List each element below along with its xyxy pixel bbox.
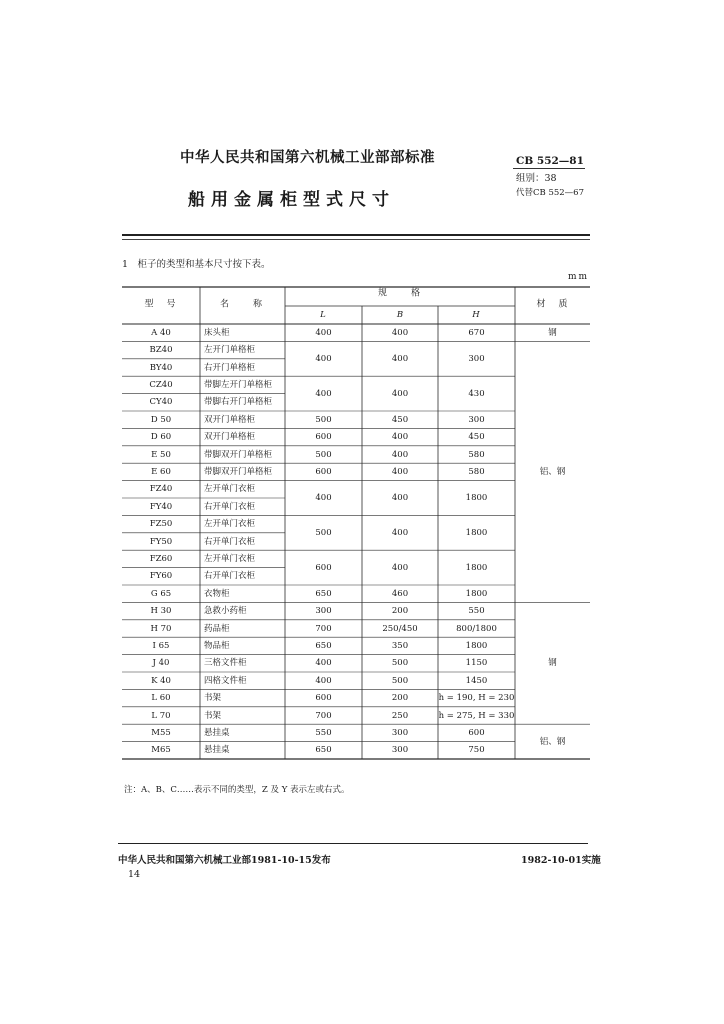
dim-l: 500 [315, 414, 332, 425]
dim-l: 700 [315, 710, 332, 721]
page-number: 14 [128, 869, 141, 880]
dim-b: 400 [391, 449, 409, 460]
dim-h: 1800 [465, 562, 488, 573]
row-name: 双开门单格柜 [204, 414, 256, 425]
dim-l: 550 [315, 727, 332, 738]
dim-h: h = 190, H = 230 [438, 692, 515, 703]
document-title: 船用金属柜型式尺寸 [188, 190, 395, 210]
material: 钢 [548, 327, 557, 338]
row-code: D 50 [150, 414, 172, 425]
dim-b: 400 [391, 431, 409, 442]
dim-h: 1800 [465, 492, 488, 503]
dim-l: 400 [315, 388, 332, 399]
standard-code: CB 552—81 [516, 155, 584, 167]
dim-h: 550 [468, 605, 485, 616]
dim-l: 400 [315, 658, 332, 669]
dim-h: h = 275, H = 330 [438, 710, 515, 721]
dim-b: 400 [391, 327, 409, 338]
header-spec: 规 格 [377, 288, 423, 299]
dim-h: 1150 [465, 658, 488, 669]
dim-h: 300 [468, 353, 485, 364]
dim-h: 1450 [465, 675, 488, 686]
material: 铝、钢 [539, 736, 566, 747]
publisher-line: 中华人民共和国第六机械工业部1981-10-15发布 [118, 855, 331, 866]
row-code: J 40 [152, 658, 170, 669]
footer-rule [118, 843, 588, 844]
dim-l: 700 [315, 623, 332, 634]
row-code: L 70 [151, 710, 171, 721]
row-code: FZ40 [149, 484, 173, 495]
row-name: 右开单门衣柜 [204, 536, 256, 547]
dim-h: 750 [468, 745, 485, 756]
dim-b: 400 [391, 353, 409, 364]
dim-l: 400 [315, 675, 332, 686]
dim-h: 800/1800 [456, 623, 497, 634]
row-code: H 70 [150, 623, 172, 634]
dim-l: 650 [315, 640, 332, 651]
row-code: FZ50 [149, 518, 173, 529]
row-name: 急救小药柜 [204, 605, 247, 616]
row-code: G 65 [150, 588, 172, 599]
row-name: 三格文件柜 [204, 658, 247, 669]
row-name: 带脚左开门单格柜 [204, 379, 273, 390]
row-name: 带脚双开门单格柜 [204, 449, 273, 460]
row-code: BZ40 [149, 344, 173, 355]
dim-l: 600 [315, 562, 332, 573]
row-code: CY40 [149, 397, 173, 408]
row-code: A 40 [151, 327, 171, 338]
effective-date: 1982-10-01实施 [521, 855, 601, 866]
dim-h: 300 [468, 414, 485, 425]
dim-h: 450 [468, 431, 485, 442]
row-code: FY40 [149, 501, 173, 512]
header-b: B [396, 309, 404, 320]
header-h: H [472, 309, 480, 320]
row-name: 衣物柜 [204, 588, 230, 599]
dim-b: 400 [391, 388, 409, 399]
dim-b: 400 [391, 466, 409, 477]
row-code: I 65 [152, 640, 170, 651]
row-code: FZ60 [149, 553, 173, 564]
dim-l: 400 [315, 353, 332, 364]
row-name: 带脚双开门单格柜 [204, 466, 273, 477]
row-name: 带脚右开门单格柜 [204, 397, 273, 408]
header-name: 名 称 [219, 299, 265, 310]
row-name: 双开门单格柜 [204, 431, 256, 442]
row-name: 悬挂桌 [204, 727, 230, 738]
row-name: 左开单门衣柜 [204, 553, 256, 564]
row-name: 药品柜 [204, 623, 230, 634]
dim-b: 400 [391, 562, 409, 573]
table-note: 注：A、B、C……表示不同的类型，Z 及 Y 表示左或右式。 [124, 785, 350, 795]
row-name: 书架 [204, 710, 222, 721]
dim-b: 300 [391, 727, 409, 738]
dim-l: 400 [315, 327, 332, 338]
dim-h: 580 [468, 449, 485, 460]
dim-h: 1800 [465, 527, 488, 538]
dim-b: 250 [391, 710, 409, 721]
row-code: E 60 [151, 466, 171, 477]
dim-l: 600 [315, 466, 332, 477]
row-code: D 60 [150, 431, 172, 442]
row-code: FY60 [149, 571, 173, 582]
material: 铝、钢 [539, 466, 566, 477]
row-name: 书架 [204, 692, 222, 703]
header-rule-thick [122, 234, 590, 236]
dim-b: 350 [391, 640, 409, 651]
dim-l: 500 [315, 527, 332, 538]
row-name: 左开单门衣柜 [204, 484, 256, 495]
dim-l: 500 [315, 449, 332, 460]
row-name: 物品柜 [204, 640, 230, 651]
standard-group: 组别：38 [516, 173, 557, 184]
dim-l: 650 [315, 745, 332, 756]
dim-h: 580 [468, 466, 485, 477]
row-code: E 50 [151, 449, 171, 460]
row-name: 床头柜 [204, 327, 230, 338]
row-name: 悬挂桌 [204, 745, 230, 756]
row-code: FY50 [149, 536, 173, 547]
ministry-title: 中华人民共和国第六机械工业部部标准 [180, 149, 435, 166]
dim-b: 460 [391, 588, 409, 599]
row-name: 左开单门衣柜 [204, 518, 256, 529]
dim-l: 650 [315, 588, 332, 599]
dim-b: 400 [391, 527, 409, 538]
dim-b: 450 [391, 414, 409, 425]
dim-l: 600 [315, 692, 332, 703]
unit-label: mm [568, 272, 590, 282]
row-code: K 40 [151, 675, 171, 686]
row-code: CZ40 [149, 379, 173, 390]
dim-b: 250/450 [382, 623, 418, 634]
replaces-standard: 代替CB 552—67 [516, 188, 584, 198]
dim-l: 400 [315, 492, 332, 503]
standard-code-underline [513, 168, 585, 169]
dim-h: 430 [468, 388, 485, 399]
dim-b: 500 [391, 675, 409, 686]
row-name: 左开门单格柜 [204, 344, 256, 355]
row-code: BY40 [149, 362, 173, 373]
row-code: M65 [151, 745, 171, 756]
header-code: 型 号 [144, 299, 178, 310]
dim-l: 300 [315, 605, 332, 616]
row-code: L 60 [151, 692, 171, 703]
dim-b: 200 [391, 605, 409, 616]
row-name: 右开单门衣柜 [204, 501, 256, 512]
row-code: H 30 [150, 605, 172, 616]
row-name: 右开单门衣柜 [204, 571, 256, 582]
header-material: 材 质 [536, 299, 570, 310]
dim-h: 600 [468, 727, 485, 738]
dim-b: 500 [391, 658, 409, 669]
header-l: L [320, 309, 326, 320]
dim-h: 1800 [465, 640, 488, 651]
dim-h: 670 [468, 327, 485, 338]
row-code: M55 [151, 727, 171, 738]
section-heading: 1 柜子的类型和基本尺寸按下表。 [122, 259, 271, 270]
row-name: 四格文件柜 [204, 675, 247, 686]
material: 钢 [548, 658, 557, 669]
dim-b: 400 [391, 492, 409, 503]
dim-h: 1800 [465, 588, 488, 599]
dim-b: 300 [391, 745, 409, 756]
row-name: 右开门单格柜 [204, 362, 256, 373]
dim-l: 600 [315, 431, 332, 442]
dim-b: 200 [391, 692, 409, 703]
header-rule-thin [122, 239, 590, 240]
